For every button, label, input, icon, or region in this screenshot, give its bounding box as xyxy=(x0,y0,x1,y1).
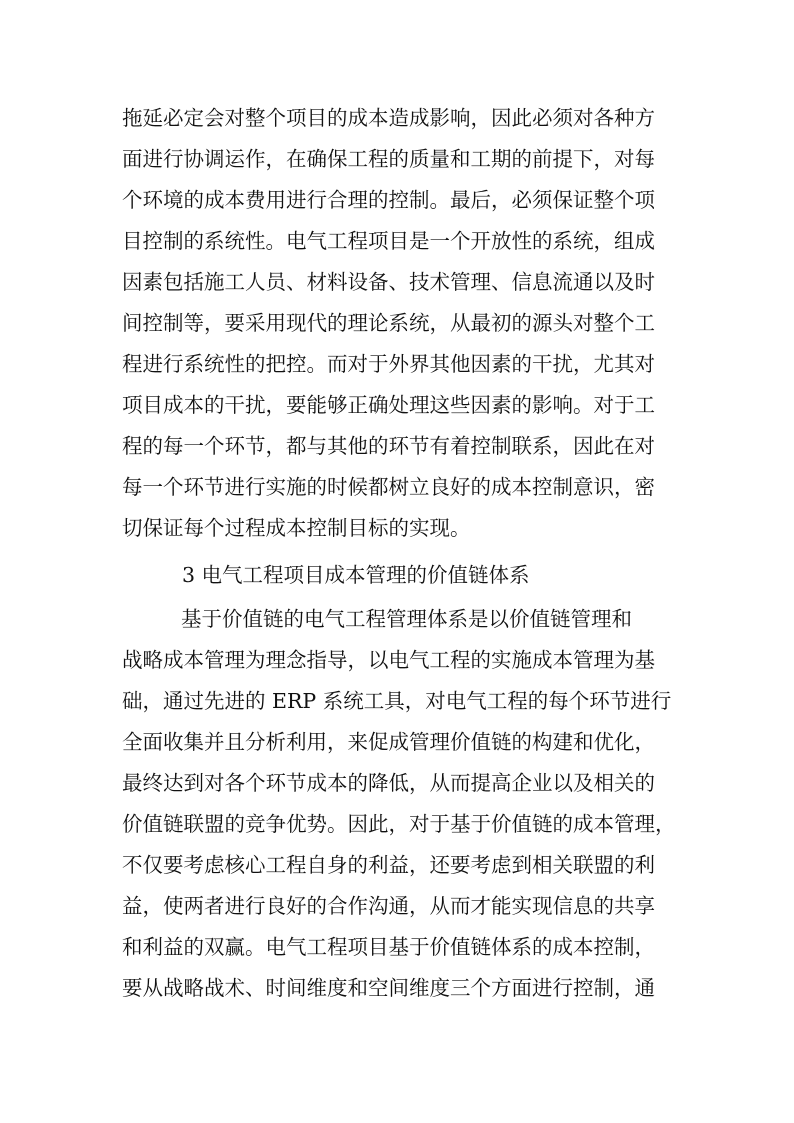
text-line: 间控制等，要采用现代的理论系统，从最初的源头对整个工 xyxy=(122,311,655,335)
text-line: 全面收集并且分析利用，来促成管理价值链的构建和优化， xyxy=(122,730,655,754)
text-line: 最终达到对各个环节成本的降低，从而提高企业以及相关的 xyxy=(122,771,655,795)
text-line: 每一个环节进行实施的时候都树立良好的成本控制意识，密 xyxy=(122,475,655,499)
text-line: 价值链联盟的竞争优势。因此，对于基于价值链的成本管理， xyxy=(122,812,676,836)
text-line: 目控制的系统性。电气工程项目是一个开放性的系统，组成 xyxy=(122,229,655,253)
text-line: 面进行协调运作，在确保工程的质量和工期的前提下，对每 xyxy=(122,147,655,171)
text-line: 和利益的双赢。电气工程项目基于价值链体系的成本控制， xyxy=(122,935,655,959)
text-line: 战略成本管理为理念指导，以电气工程的实施成本管理为基 xyxy=(122,648,655,672)
section-heading: 3 电气工程项目成本管理的价值链体系 xyxy=(182,563,530,587)
text-line: 个环境的成本费用进行合理的控制。最后，必须保证整个项 xyxy=(122,188,655,212)
text-line: 拖延必定会对整个项目的成本造成影响，因此必须对各种方 xyxy=(122,106,655,130)
text-line: 项目成本的干扰，要能够正确处理这些因素的影响。对于工 xyxy=(122,393,655,417)
text-line: 础，通过先进的 ERP 系统工具，对电气工程的每个环节进行 xyxy=(122,689,672,713)
text-line: 基于价值链的电气工程管理体系是以价值链管理和 xyxy=(181,607,632,631)
text-line: 不仅要考虑核心工程自身的利益，还要考虑到相关联盟的利 xyxy=(122,853,655,877)
text-line: 切保证每个过程成本控制目标的实现。 xyxy=(122,516,471,540)
text-line: 程的每一个环节，都与其他的环节有着控制联系，因此在对 xyxy=(122,434,655,458)
text-line: 程进行系统性的把控。而对于外界其他因素的干扰，尤其对 xyxy=(122,352,655,376)
text-line: 要从战略战术、时间维度和空间维度三个方面进行控制，通 xyxy=(122,976,655,1000)
text-line: 因素包括施工人员、材料设备、技术管理、信息流通以及时 xyxy=(122,270,655,294)
text-line: 益，使两者进行良好的合作沟通，从而才能实现信息的共享 xyxy=(122,894,655,918)
